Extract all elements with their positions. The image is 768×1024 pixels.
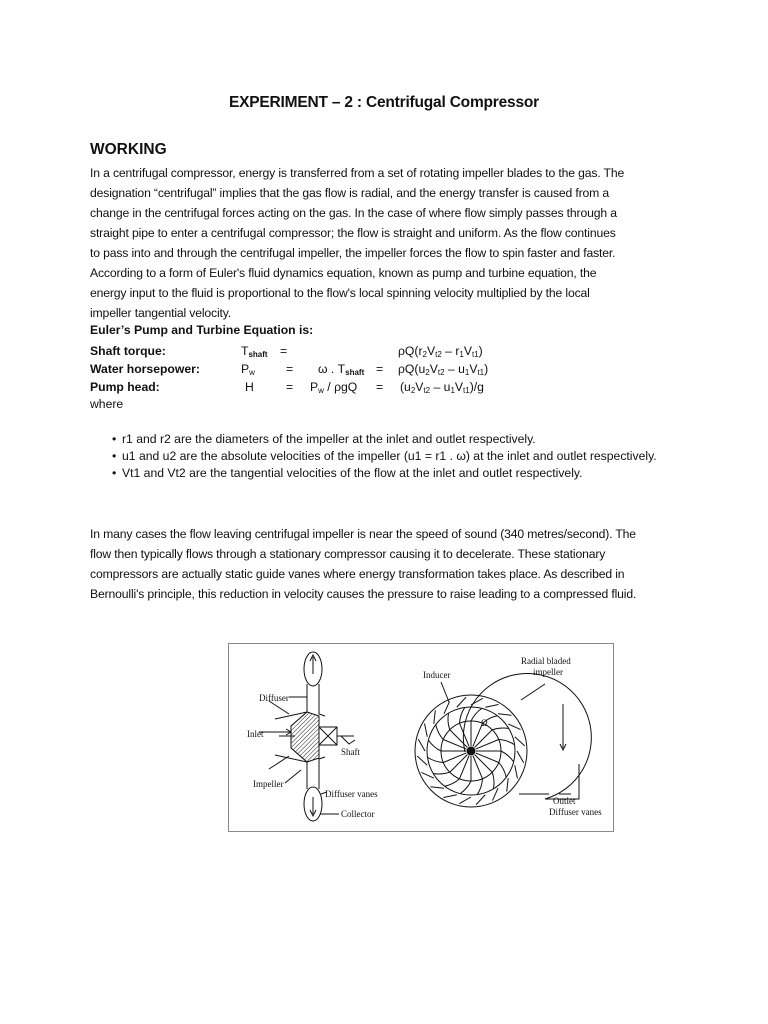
equation-water-horsepower xyxy=(90,362,710,380)
diffuser-vane xyxy=(425,724,428,737)
impeller-blade-tip xyxy=(448,713,450,730)
equation-lhs: H xyxy=(245,380,254,394)
impeller-blade-tip xyxy=(433,772,450,774)
list-item xyxy=(90,465,690,482)
label-diffuser: Diffuser xyxy=(259,693,289,703)
impeller-blade xyxy=(475,730,493,748)
impeller-blade-tip xyxy=(460,707,465,723)
equation-rhs: $(u_2V_{t2} - u_1V_{t1})/g$ xyxy=(400,380,484,395)
equation-lhs: $P_w$ xyxy=(241,362,255,377)
label-outlet: Outlet xyxy=(553,796,576,806)
label-diffuser-vanes-left: Diffuser vanes xyxy=(325,789,378,799)
paragraph-line: According to a form of Euler's fluid dynamics equation, known as pump and turbine equation, the xyxy=(90,266,597,280)
impeller-blade-tip xyxy=(436,725,444,740)
equation-rhs: $\rho Q(u_2V_{t2} - u_1V_{t1})$ xyxy=(398,362,489,377)
paragraph-diffuser xyxy=(90,524,692,604)
label-radial-impeller: impeller xyxy=(533,667,563,677)
paragraph-line: compressors are actually static guide vanes where energy transformation takes place. As described in xyxy=(90,567,625,581)
list-item-text: r1 and r2 are the diameters of the impeller at the inlet and outlet respectively. xyxy=(122,432,536,446)
paragraph-line: energy input to the fluid is proportional to the flow's local spinning velocity multiplied by the local xyxy=(90,286,590,300)
paragraph-line: designation “centrifugal” implies that the gas flow is radial, and the energy transfer is caused from a xyxy=(90,186,610,200)
page-title: EXPERIMENT – 2 : Centrifugal Compressor xyxy=(228,94,539,111)
label-collector: Collector xyxy=(341,809,375,819)
impeller-blade-tip xyxy=(499,740,515,745)
list-item xyxy=(90,448,690,465)
diffuser-vane xyxy=(515,737,525,746)
equation-shaft-torque xyxy=(90,344,710,362)
impeller-blade-tip xyxy=(477,779,482,795)
diffuser-vane xyxy=(444,795,457,798)
label-diffuser-vanes-right: Diffuser vanes xyxy=(549,807,602,817)
diffuser-vane xyxy=(457,697,466,707)
diffuser-vane xyxy=(508,724,520,730)
equation-middle: ω . $T_{shaft}$ xyxy=(318,362,365,377)
label-shaft: Shaft xyxy=(341,747,360,757)
equation-equals: = xyxy=(286,362,294,376)
diffuser-vane xyxy=(417,756,427,765)
equation-label: Pump head: xyxy=(90,380,160,394)
impeller-blade xyxy=(476,740,499,750)
impeller-leader xyxy=(285,770,301,783)
impeller-blade xyxy=(450,730,468,748)
radial-impeller-leader xyxy=(521,684,545,700)
impeller-blade xyxy=(450,755,468,773)
impeller-blade-tip xyxy=(499,762,507,777)
list-item xyxy=(90,431,690,448)
equation-equals: = xyxy=(376,362,384,376)
paragraph-line: In many cases the flow leaving centrifugal impeller is near the speed of sound (340 metres/second). The xyxy=(90,527,636,541)
equation-rhs: $\rho Q(r_2V_{t2} - r_1V_{t1})$ xyxy=(398,344,483,359)
label-impeller: Impeller xyxy=(253,779,284,789)
diffuser-vane xyxy=(430,787,443,789)
label-omega: Ω xyxy=(481,718,488,728)
paragraph-line: straight pipe to enter a centrifugal compressor; the flow is straight and uniform. As the flow continues xyxy=(90,226,616,240)
bullet-marker: • xyxy=(112,432,117,446)
label-radial-bladed: Radial bladed xyxy=(521,656,571,666)
equation-equals: = xyxy=(280,344,288,358)
inlet-flow-arrow xyxy=(269,756,289,769)
impeller-blade-tip xyxy=(501,751,514,762)
impeller-blade-tip xyxy=(492,772,494,789)
paragraph-line: In a centrifugal compressor, energy is transferred from a set of rotating impeller blades to the gas. The xyxy=(90,166,625,180)
equation-lhs: $T_{shaft}$ xyxy=(241,344,268,359)
back-casing xyxy=(319,684,325,789)
diffuser-vane xyxy=(476,795,485,805)
impeller-blade-tip xyxy=(492,728,509,730)
paragraph-line: flow then typically flows through a stationary compressor causing it to decelerate. These stationary xyxy=(90,547,606,561)
diffuser-vane xyxy=(492,788,498,800)
variable-definitions-list xyxy=(90,431,690,482)
diffuser-vane xyxy=(434,710,436,723)
compressor-diagram-svg xyxy=(229,644,613,831)
list-item-text: Vt1 and Vt2 are the tangential velocities of the flow at the inlet and outlet respectively. xyxy=(122,466,583,480)
where-label: where xyxy=(90,397,124,411)
diffuser-vane xyxy=(421,772,433,778)
diffuser-vane xyxy=(418,739,425,751)
diffuser-vane xyxy=(515,765,518,778)
label-inlet: Inlet xyxy=(247,729,264,739)
impeller-blade-tip xyxy=(460,781,471,794)
paragraph-working xyxy=(90,163,692,323)
section-heading-working: WORKING xyxy=(90,141,167,158)
impeller-blade-tip xyxy=(445,779,460,787)
equation-pump-head xyxy=(90,380,710,398)
label-inducer: Inducer xyxy=(423,670,451,680)
impeller-blade xyxy=(476,753,499,763)
impeller-blade xyxy=(473,756,483,779)
impeller-blade xyxy=(443,753,466,763)
equation-label: Water horsepower: xyxy=(90,362,200,376)
impeller-blade xyxy=(460,756,470,779)
diffuser-vane xyxy=(498,714,511,716)
diffuser-vane xyxy=(507,778,509,791)
bullet-marker: • xyxy=(112,466,117,480)
diffuser-vane xyxy=(517,751,524,763)
list-item-text: u1 and u2 are the absolute velocities of the impeller (u1 = r1 . ω) at the inlet and outlet respectively. xyxy=(122,449,657,463)
impeller-blade xyxy=(475,755,493,773)
equation-middle: $P_w$ / ρgQ xyxy=(310,380,358,395)
equation-label: Shaft torque: xyxy=(90,344,166,358)
impeller-hub xyxy=(467,747,475,755)
equations-heading: Euler’s Pump and Turbine Equation is: xyxy=(90,323,314,337)
diffuser-vane xyxy=(444,701,450,713)
impeller-blade-tip xyxy=(428,740,441,751)
front-view xyxy=(415,673,591,807)
paragraph-line: to pass into and through the centrifugal impeller, the impeller forces the flow to spin faster and faster. xyxy=(90,246,616,260)
diffuser-vane xyxy=(471,698,483,705)
equation-equals: = xyxy=(376,380,384,394)
diffuser-vane xyxy=(485,705,498,708)
impeller-blade-tip xyxy=(427,757,443,762)
bullet-marker: • xyxy=(112,449,117,463)
paragraph-line: change in the centrifugal forces acting on the gas. In the case of where flow simply passes through a xyxy=(90,206,617,220)
impeller-hatched xyxy=(291,712,319,762)
diffuser-vane xyxy=(459,797,471,804)
compressor-diagram xyxy=(228,643,614,832)
paragraph-line: Bernoulli's principle, this reduction in velocity causes the pressure to raise leading to a compressed fluid. xyxy=(90,587,637,601)
paragraph-line: impeller tangential velocity. xyxy=(90,306,232,320)
equation-equals: = xyxy=(286,380,294,394)
shaft-leader xyxy=(341,736,355,744)
inducer-leader xyxy=(441,682,449,702)
